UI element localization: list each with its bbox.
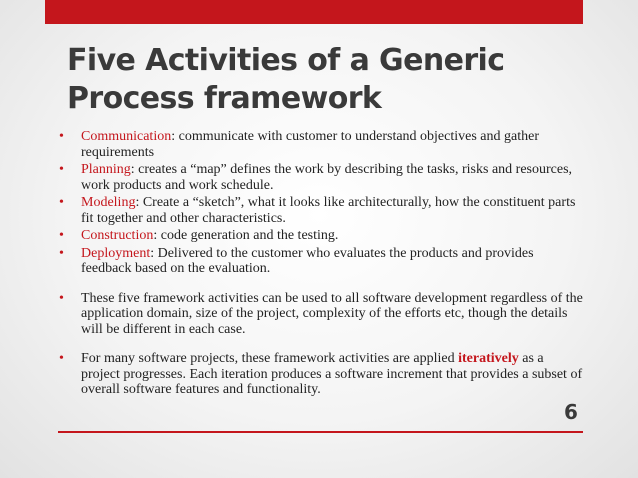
paragraph-iterative (58, 351, 583, 398)
bullet-deployment (58, 246, 583, 277)
emphasis-iteratively: iteratively (458, 351, 519, 366)
paragraph-text-after: as a project progresses. Each iteration produces a software increment that provides a subset of overall software features and functionality. (81, 351, 583, 397)
bullet-term: Deployment (81, 245, 151, 261)
bullet-communication (58, 129, 583, 160)
bullet-text: : Create a “sketch”, what it looks like architecturally, how the constituent parts fit together and other characteristics. (81, 195, 576, 226)
paragraph-text-before: For many software projects, these framework activities are applied (81, 351, 459, 366)
bullet-planning (58, 162, 583, 193)
bullet-term: Planning (81, 162, 131, 177)
bottom-divider (58, 431, 583, 433)
bullet-text: : Delivered to the customer who evaluates the products and provides feedback based on the evaluation. (81, 245, 534, 276)
slide-title (67, 42, 587, 118)
bullet-term: Construction (81, 228, 154, 243)
bullet-modeling (58, 195, 583, 226)
bullet-term: Modeling (81, 195, 136, 210)
top-accent-bar (45, 0, 583, 24)
paragraph-framework-activities (58, 291, 583, 338)
bullet-text: : creates a “map” defines the work by describing the tasks, risks and resources, work products and work schedule. (81, 162, 573, 193)
page-number: 6 (564, 400, 578, 424)
bullet-term: Communication (81, 129, 172, 144)
bullet-construction (58, 228, 583, 244)
bullet-text: : code generation and the testing. (153, 228, 339, 243)
bullet-list (58, 129, 583, 400)
paragraph-text: These five framework activities can be used to all software development regardless of the application domain, size of the project, complexity of the efforts etc, though the details will be different in each case. (81, 290, 583, 337)
slide-title-line-1: Five Activities of a Generic (67, 43, 505, 78)
slide-title-line-2: Process framework (67, 81, 382, 116)
bullet-text: : communicate with customer to understand objectives and gather requirements (81, 129, 539, 160)
